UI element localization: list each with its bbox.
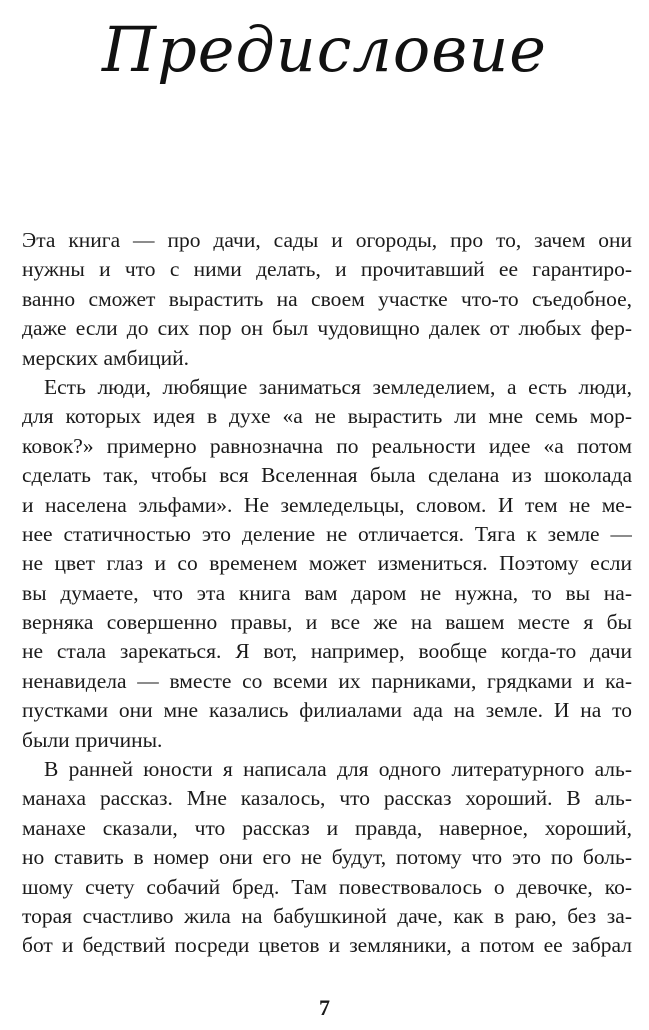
text-line: мерских амбиций. <box>22 345 190 370</box>
text-line: ванно сможет вырастить на своем участке что-то съедобное, <box>22 286 632 311</box>
text-line: были причины. <box>22 727 163 752</box>
text-line: нее статичностью это деление не отличается. Тяга к земле — <box>22 521 632 546</box>
text-line: верняка совершенно правы, и все же на вашем месте я бы <box>22 610 632 635</box>
text-line: сделать так, чтобы вся Вселенная была сделана из шоколада <box>22 463 632 488</box>
text-line: торая счастливо жила на бабушкиной даче, как в раю, без за- <box>22 903 632 928</box>
text-line: манахе сказали, что рассказ и правда, наверное, хороший, <box>22 815 632 840</box>
text-line: В ранней юности я написала для одного литературного аль- <box>44 757 632 782</box>
text-line: нужны и что с ними делать, и прочитавший ее гарантиро- <box>22 257 632 282</box>
text-line: для которых идея в духе «а не вырастить ли мне семь мор- <box>22 404 632 429</box>
text-line: даже если до сих пор он был чудовищно далек от любых фер- <box>22 316 632 341</box>
text-line: Эта книга — про дачи, сады и огороды, про то, зачем они <box>22 228 632 252</box>
text-line: Есть люди, любящие заниматься земледелием, а есть люди, <box>44 374 632 399</box>
text-line: ненавидела — вместе со всеми их парниками, грядками и ка- <box>22 668 632 693</box>
text-line: и населена эльфами». Не земледельцы, словом. И тем не ме- <box>22 492 632 517</box>
body-text <box>22 226 632 961</box>
text-line: вы думаете, что эта книга вам даром не нужна, то вы на- <box>22 580 632 605</box>
page-number: 7 <box>319 995 330 1020</box>
text-line: но ставить в номер они его не будут, потому что это по боль- <box>22 845 632 870</box>
text-line: шому счету собачий бред. Там повествовалось о девочке, ко- <box>22 874 632 899</box>
text-line: не стала зарекаться. Я вот, например, вообще когда-то дачи <box>22 639 632 664</box>
chapter-title: Предисловие <box>102 13 547 86</box>
text-line: ковок?» примерно равнозначна по реальности идее «а потом <box>22 433 632 458</box>
text-line: бот и бедствий посреди цветов и земляники, а потом ее забрал <box>22 933 632 958</box>
text-line: манаха рассказ. Мне казалось, что рассказ хороший. В аль- <box>22 786 632 811</box>
text-line: пустками они мне казались филиалами ада на земле. И на то <box>22 698 632 723</box>
text-line: не цвет глаз и со временем может измениться. Поэтому если <box>22 551 632 576</box>
